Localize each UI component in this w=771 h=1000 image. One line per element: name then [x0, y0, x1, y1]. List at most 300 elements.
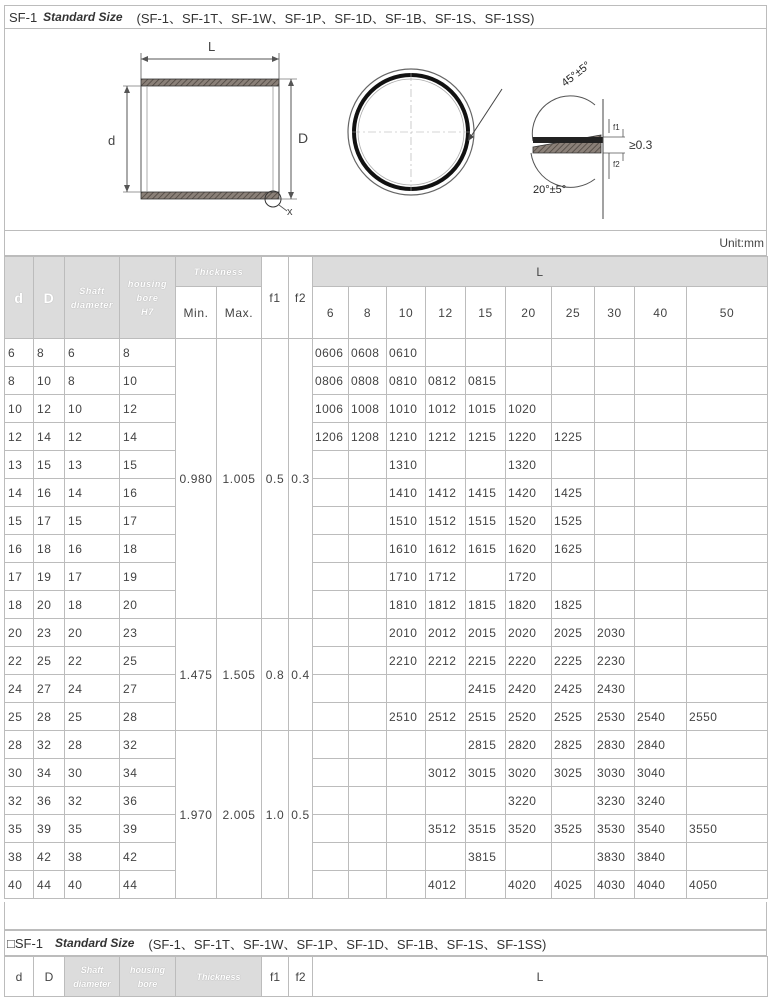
cell-shaft: 15 [65, 507, 120, 535]
footer-title-bar [4, 930, 767, 956]
cell-D: 36 [34, 787, 65, 815]
cell-part-number: 0815 [466, 367, 506, 395]
cell-part-number: 2520 [506, 703, 552, 731]
cell-part-number [313, 479, 349, 507]
cell-shaft: 20 [65, 619, 120, 647]
cell-housing: 19 [120, 563, 176, 591]
cell-part-number [595, 339, 635, 367]
top-wall [141, 79, 279, 86]
footer-model-list: (SF-1、SF-1T、SF-1W、SF-1P、SF-1D、SF-1B、SF-1S、SF-1SS) [148, 936, 547, 952]
cell-part-number: 2415 [466, 675, 506, 703]
cell-shaft: 18 [65, 591, 120, 619]
length-header-50: 50 [687, 287, 768, 339]
cell-part-number [349, 535, 387, 563]
cell-part-number [635, 479, 687, 507]
table-row [5, 451, 768, 479]
cell-part-number: 2840 [635, 731, 687, 759]
cell-part-number [349, 647, 387, 675]
cell-shaft: 35 [65, 815, 120, 843]
cell-d: 25 [5, 703, 34, 731]
header-max: Max. [217, 287, 262, 339]
cell-part-number: 2550 [687, 703, 768, 731]
cell-part-number [552, 451, 595, 479]
cell-part-number: 1812 [426, 591, 466, 619]
table-row [5, 423, 768, 451]
cell-shaft: 13 [65, 451, 120, 479]
drawing-svg [5, 29, 768, 230]
cell-part-number [349, 815, 387, 843]
cell-part-number: 3240 [635, 787, 687, 815]
cell-part-number: 3030 [595, 759, 635, 787]
cell-part-number [349, 451, 387, 479]
footer-standard-size-label: Standard Size [55, 936, 135, 950]
cell-part-number: 4030 [595, 871, 635, 899]
unit-label: Unit:mm [4, 230, 767, 256]
cell-part-number: 1210 [387, 423, 426, 451]
table-row [5, 535, 768, 563]
cell-part-number [387, 843, 426, 871]
cell-part-number: 1520 [506, 507, 552, 535]
header-housing [120, 257, 176, 339]
cell-part-number [552, 843, 595, 871]
cell-D: 44 [34, 871, 65, 899]
label-L: L [208, 39, 216, 54]
cell-housing: 36 [120, 787, 176, 815]
header-D: D [34, 257, 65, 339]
cell-part-number: 3230 [595, 787, 635, 815]
cell-shaft: 14 [65, 479, 120, 507]
cell-shaft: 40 [65, 871, 120, 899]
cell-part-number: 1320 [506, 451, 552, 479]
length-header-25: 25 [552, 287, 595, 339]
cell-part-number [687, 843, 768, 871]
cell-part-number [313, 731, 349, 759]
footer-header-housing-line2: bore [137, 978, 158, 989]
cell-part-number: 1815 [466, 591, 506, 619]
cell-d: 17 [5, 563, 34, 591]
cell-housing: 23 [120, 619, 176, 647]
cell-part-number: 1512 [426, 507, 466, 535]
table-row [5, 815, 768, 843]
cell-part-number [687, 619, 768, 647]
cell-part-number: 2210 [387, 647, 426, 675]
cell-part-number [466, 451, 506, 479]
cell-part-number [313, 507, 349, 535]
cell-part-number [349, 479, 387, 507]
header-min: Min. [176, 287, 217, 339]
header-f2: f2 [289, 257, 313, 339]
cell-part-number: 4040 [635, 871, 687, 899]
cell-max: 1.505 [217, 619, 262, 731]
cell-part-number [349, 703, 387, 731]
cell-part-number [687, 339, 768, 367]
cell-housing: 44 [120, 871, 176, 899]
cell-part-number [687, 423, 768, 451]
cell-part-number [426, 787, 466, 815]
cell-part-number: 4025 [552, 871, 595, 899]
cell-d: 6 [5, 339, 34, 367]
table-row [5, 395, 768, 423]
cell-part-number [552, 787, 595, 815]
cell-f1: 0.5 [262, 339, 289, 619]
cell-part-number [595, 535, 635, 563]
cell-part-number [387, 731, 426, 759]
table-row [5, 731, 768, 759]
cell-part-number: 1208 [349, 423, 387, 451]
cell-part-number: 0606 [313, 339, 349, 367]
cell-shaft: 16 [65, 535, 120, 563]
cell-part-number: 3015 [466, 759, 506, 787]
cell-housing: 20 [120, 591, 176, 619]
cell-d: 22 [5, 647, 34, 675]
cell-d: 8 [5, 367, 34, 395]
cell-part-number: 1006 [313, 395, 349, 423]
f1-label: f1 [613, 123, 620, 132]
cell-part-number: 1412 [426, 479, 466, 507]
cell-part-number: 1720 [506, 563, 552, 591]
cell-part-number [349, 507, 387, 535]
cell-housing: 32 [120, 731, 176, 759]
cell-part-number [552, 563, 595, 591]
cell-f2: 0.4 [289, 619, 313, 731]
cell-D: 25 [34, 647, 65, 675]
cell-housing: 10 [120, 367, 176, 395]
cell-part-number: 2515 [466, 703, 506, 731]
gap-label: ≥0.3 [629, 138, 653, 152]
cell-D: 15 [34, 451, 65, 479]
cell-part-number: 2540 [635, 703, 687, 731]
label-D: D [298, 130, 309, 146]
front-view [348, 69, 502, 195]
cell-part-number [635, 423, 687, 451]
cell-part-number: 3530 [595, 815, 635, 843]
cell-f2: 0.5 [289, 731, 313, 899]
cell-part-number [313, 815, 349, 843]
cell-part-number [635, 563, 687, 591]
cell-part-number [349, 591, 387, 619]
cell-max: 2.005 [217, 731, 262, 899]
footer-prefix: □ [7, 935, 15, 951]
cell-part-number [506, 367, 552, 395]
cell-part-number [687, 507, 768, 535]
cell-part-number [313, 703, 349, 731]
cell-D: 17 [34, 507, 65, 535]
cell-part-number [387, 815, 426, 843]
cell-d: 24 [5, 675, 34, 703]
cell-part-number: 1425 [552, 479, 595, 507]
cell-part-number [466, 787, 506, 815]
cell-part-number: 2430 [595, 675, 635, 703]
cell-part-number: 2230 [595, 647, 635, 675]
cell-housing: 28 [120, 703, 176, 731]
cell-part-number: 1420 [506, 479, 552, 507]
cell-D: 32 [34, 731, 65, 759]
cell-shaft: 6 [65, 339, 120, 367]
table-row [5, 647, 768, 675]
cell-part-number [466, 339, 506, 367]
header-housing-line2: bore [136, 292, 159, 303]
cell-part-number: 0610 [387, 339, 426, 367]
cell-part-number [387, 787, 426, 815]
cell-housing: 25 [120, 647, 176, 675]
cell-housing: 8 [120, 339, 176, 367]
cell-part-number: 1510 [387, 507, 426, 535]
cell-part-number: 1012 [426, 395, 466, 423]
cell-part-number: 2530 [595, 703, 635, 731]
cell-part-number [426, 843, 466, 871]
table-row [5, 591, 768, 619]
table-row [5, 675, 768, 703]
cell-part-number: 3815 [466, 843, 506, 871]
header-f1: f1 [262, 257, 289, 339]
table-row [5, 563, 768, 591]
cell-D: 42 [34, 843, 65, 871]
cell-part-number [349, 675, 387, 703]
cell-part-number: 3520 [506, 815, 552, 843]
cell-part-number [687, 479, 768, 507]
cell-housing: 34 [120, 759, 176, 787]
cell-part-number: 3830 [595, 843, 635, 871]
cell-housing: 42 [120, 843, 176, 871]
cell-part-number [595, 507, 635, 535]
length-header-15: 15 [466, 287, 506, 339]
length-header-6: 6 [313, 287, 349, 339]
table-row [5, 367, 768, 395]
cell-part-number [313, 871, 349, 899]
table-row [5, 843, 768, 871]
cell-d: 18 [5, 591, 34, 619]
table-row [5, 507, 768, 535]
cell-d: 30 [5, 759, 34, 787]
cell-part-number [349, 843, 387, 871]
table-row [5, 479, 768, 507]
cell-part-number: 4050 [687, 871, 768, 899]
cell-part-number: 3550 [687, 815, 768, 843]
cell-part-number [687, 563, 768, 591]
cell-part-number [635, 675, 687, 703]
cell-part-number [313, 535, 349, 563]
cell-part-number: 3540 [635, 815, 687, 843]
cell-part-number [635, 451, 687, 479]
cell-housing: 18 [120, 535, 176, 563]
cell-part-number: 2220 [506, 647, 552, 675]
cell-part-number: 2815 [466, 731, 506, 759]
cell-part-number [313, 843, 349, 871]
cell-part-number: 4020 [506, 871, 552, 899]
angle-bottom-label: 20°±5° [533, 184, 567, 196]
cell-D: 34 [34, 759, 65, 787]
cell-housing: 15 [120, 451, 176, 479]
cell-part-number [687, 535, 768, 563]
cell-shaft: 38 [65, 843, 120, 871]
cell-shaft: 8 [65, 367, 120, 395]
table-row [5, 759, 768, 787]
cell-part-number [595, 367, 635, 395]
cell-shaft: 12 [65, 423, 120, 451]
cell-part-number [313, 591, 349, 619]
cell-part-number: 2825 [552, 731, 595, 759]
cell-part-number [687, 759, 768, 787]
cell-part-number: 2215 [466, 647, 506, 675]
f2-label: f2 [613, 160, 620, 169]
footer-header-D: D [34, 957, 65, 997]
cell-part-number [466, 871, 506, 899]
cell-part-number [466, 563, 506, 591]
cell-part-number: 2830 [595, 731, 635, 759]
table-row [5, 619, 768, 647]
cell-part-number [595, 479, 635, 507]
cell-part-number [687, 451, 768, 479]
cell-part-number [595, 395, 635, 423]
footer-header-shaft-line2: diameter [73, 978, 111, 989]
cell-d: 38 [5, 843, 34, 871]
cell-housing: 12 [120, 395, 176, 423]
cell-f1: 0.8 [262, 619, 289, 731]
cell-part-number: 1220 [506, 423, 552, 451]
length-header-12: 12 [426, 287, 466, 339]
cell-d: 28 [5, 731, 34, 759]
cell-part-number [595, 451, 635, 479]
header-housing-line1: housing [127, 278, 168, 289]
cell-part-number [552, 395, 595, 423]
spec-table [4, 256, 768, 899]
cell-part-number [387, 759, 426, 787]
cell-part-number [426, 675, 466, 703]
cell-part-number [426, 731, 466, 759]
cell-part-number [349, 563, 387, 591]
cell-housing: 27 [120, 675, 176, 703]
length-header-20: 20 [506, 287, 552, 339]
label-d: d [108, 133, 116, 148]
cell-part-number: 4012 [426, 871, 466, 899]
cell-D: 14 [34, 423, 65, 451]
cell-part-number: 1015 [466, 395, 506, 423]
cell-part-number: 2030 [595, 619, 635, 647]
bottom-wall [141, 192, 279, 199]
cell-part-number [552, 367, 595, 395]
header-L: L [313, 257, 768, 287]
cell-part-number: 1020 [506, 395, 552, 423]
cell-part-number [552, 339, 595, 367]
cell-d: 15 [5, 507, 34, 535]
cell-part-number: 1225 [552, 423, 595, 451]
cell-part-number: 2510 [387, 703, 426, 731]
cell-part-number [506, 843, 552, 871]
cell-part-number [595, 423, 635, 451]
cell-shaft: 32 [65, 787, 120, 815]
cell-part-number [635, 339, 687, 367]
footer-header-housing [120, 957, 176, 997]
cell-part-number: 3512 [426, 815, 466, 843]
cell-housing: 39 [120, 815, 176, 843]
cell-part-number: 1615 [466, 535, 506, 563]
cell-part-number: 1010 [387, 395, 426, 423]
cell-part-number [506, 339, 552, 367]
cell-D: 10 [34, 367, 65, 395]
cell-d: 40 [5, 871, 34, 899]
cell-part-number: 1212 [426, 423, 466, 451]
cell-part-number [426, 339, 466, 367]
cell-f2: 0.3 [289, 339, 313, 619]
cell-part-number: 3220 [506, 787, 552, 815]
cell-d: 20 [5, 619, 34, 647]
cell-part-number: 1820 [506, 591, 552, 619]
cell-D: 39 [34, 815, 65, 843]
cell-part-number [635, 507, 687, 535]
cell-part-number [349, 731, 387, 759]
cell-D: 8 [34, 339, 65, 367]
table-row [5, 871, 768, 899]
cell-part-number: 1625 [552, 535, 595, 563]
cell-part-number: 1525 [552, 507, 595, 535]
table-row [5, 787, 768, 815]
cell-part-number [349, 619, 387, 647]
cell-D: 18 [34, 535, 65, 563]
cell-part-number: 0810 [387, 367, 426, 395]
table-row [5, 703, 768, 731]
length-header-8: 8 [349, 287, 387, 339]
cell-d: 35 [5, 815, 34, 843]
footer-header-f1: f1 [262, 957, 289, 997]
cell-D: 23 [34, 619, 65, 647]
header-housing-line3: H7 [141, 306, 154, 317]
cell-housing: 16 [120, 479, 176, 507]
cell-min: 1.475 [176, 619, 217, 731]
cell-part-number: 3025 [552, 759, 595, 787]
cell-part-number: 1710 [387, 563, 426, 591]
cell-part-number [313, 787, 349, 815]
header-shaft-line2: diameter [70, 299, 114, 310]
cell-part-number: 0806 [313, 367, 349, 395]
cell-shaft: 17 [65, 563, 120, 591]
length-header-40: 40 [635, 287, 687, 339]
cell-D: 28 [34, 703, 65, 731]
cell-part-number: 3515 [466, 815, 506, 843]
cell-D: 20 [34, 591, 65, 619]
cell-part-number [349, 871, 387, 899]
cell-part-number: 2512 [426, 703, 466, 731]
header-d: d [5, 257, 34, 339]
cell-part-number: 2020 [506, 619, 552, 647]
cell-part-number [313, 675, 349, 703]
cell-d: 16 [5, 535, 34, 563]
cell-D: 16 [34, 479, 65, 507]
cell-housing: 17 [120, 507, 176, 535]
cell-part-number [635, 619, 687, 647]
footer-header-f2: f2 [289, 957, 313, 997]
title-bar [4, 5, 767, 29]
cell-part-number: 2525 [552, 703, 595, 731]
cell-shaft: 25 [65, 703, 120, 731]
cell-part-number: 3525 [552, 815, 595, 843]
cell-part-number: 3840 [635, 843, 687, 871]
cell-part-number [387, 871, 426, 899]
cell-part-number [349, 787, 387, 815]
table-row [5, 339, 768, 367]
cell-part-number: 2820 [506, 731, 552, 759]
bushing-drawing [4, 29, 767, 230]
cell-part-number [313, 451, 349, 479]
cell-part-number: 2225 [552, 647, 595, 675]
table-spacer [4, 902, 767, 930]
cell-part-number [387, 675, 426, 703]
cell-d: 12 [5, 423, 34, 451]
cell-part-number [426, 451, 466, 479]
cell-part-number: 1206 [313, 423, 349, 451]
cell-part-number: 0608 [349, 339, 387, 367]
cell-part-number: 2420 [506, 675, 552, 703]
cell-shaft: 24 [65, 675, 120, 703]
